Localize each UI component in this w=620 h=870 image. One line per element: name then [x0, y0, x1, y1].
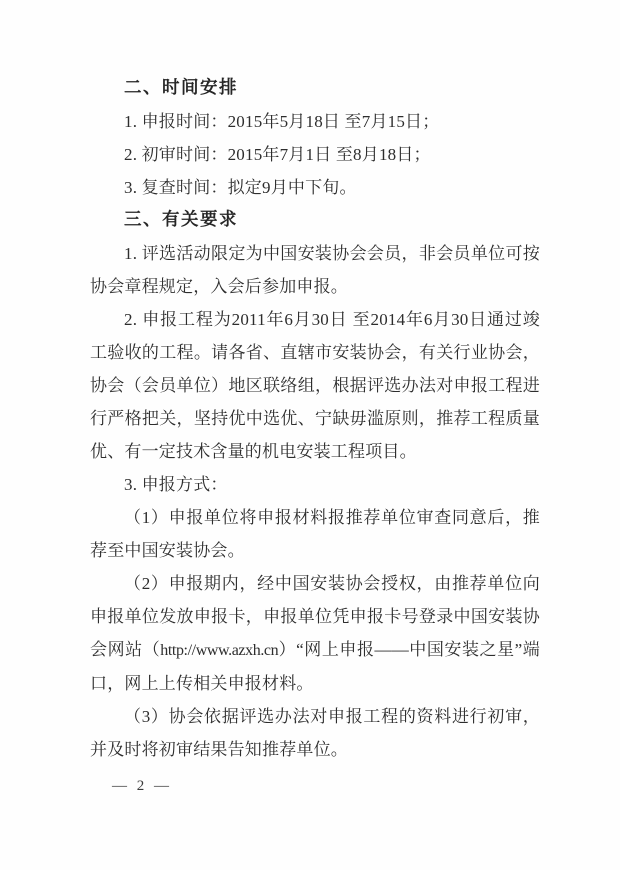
paragraph-method-2-before: （2）申报期内，经中国安装协会授权，由推荐单位向申报单位发放申报卡，申报单位凭申报卡号登录中国安装协会网站（ [90, 574, 540, 659]
paragraph-method-1: （1）申报单位将申报材料报推荐单位审查同意后，推荐至中国安装协会。 [90, 508, 540, 560]
paragraph-method-2 [90, 567, 540, 700]
list-item-application-time: 1. 申报时间：2015年5月18日 至7月15日； [124, 112, 440, 131]
section-heading-time-arrangement: 二、时间安排 [124, 78, 238, 98]
list-item-preliminary-review-time: 2. 初审时间：2015年7月1日 至8月18日； [124, 145, 431, 164]
paragraph-method-3: （3）协会依据评选办法对申报工程的资料进行初审，并及时将初审结果告知推荐单位。 [90, 707, 540, 759]
section-heading-requirements: 三、有关要求 [124, 210, 238, 230]
paragraph-application-method-heading: 3. 申报方式： [124, 475, 228, 494]
paragraph-project-scope: 2. 申报工程为2011年6月30日 至2014年6月30日通过竣工验收的工程。请各省、直辖市安装协会，有关行业协会，协会（会员单位）地区联络组，根据评选办法对申报工程进行严格把关，坚持优中选优、宁缺毋滥原则，推荐工程质量优、有一定技术含量的机电安装工程项目。 [90, 310, 540, 461]
association-website-url: http://www.azxh.cn [160, 642, 279, 659]
paragraph-membership-requirement: 1. 评选活动限定为中国安装协会会员，非会员单位可按协会章程规定，入会后参加申报。 [90, 244, 540, 296]
page-number: — 2 — [112, 778, 172, 794]
document-body [90, 72, 540, 766]
paragraph-method-2-after: ）“网上申报——中国安装之星”端口，网上上传相关申报材料。 [90, 640, 540, 693]
list-item-recheck-time: 3. 复查时间：拟定9月中下旬。 [124, 178, 357, 197]
